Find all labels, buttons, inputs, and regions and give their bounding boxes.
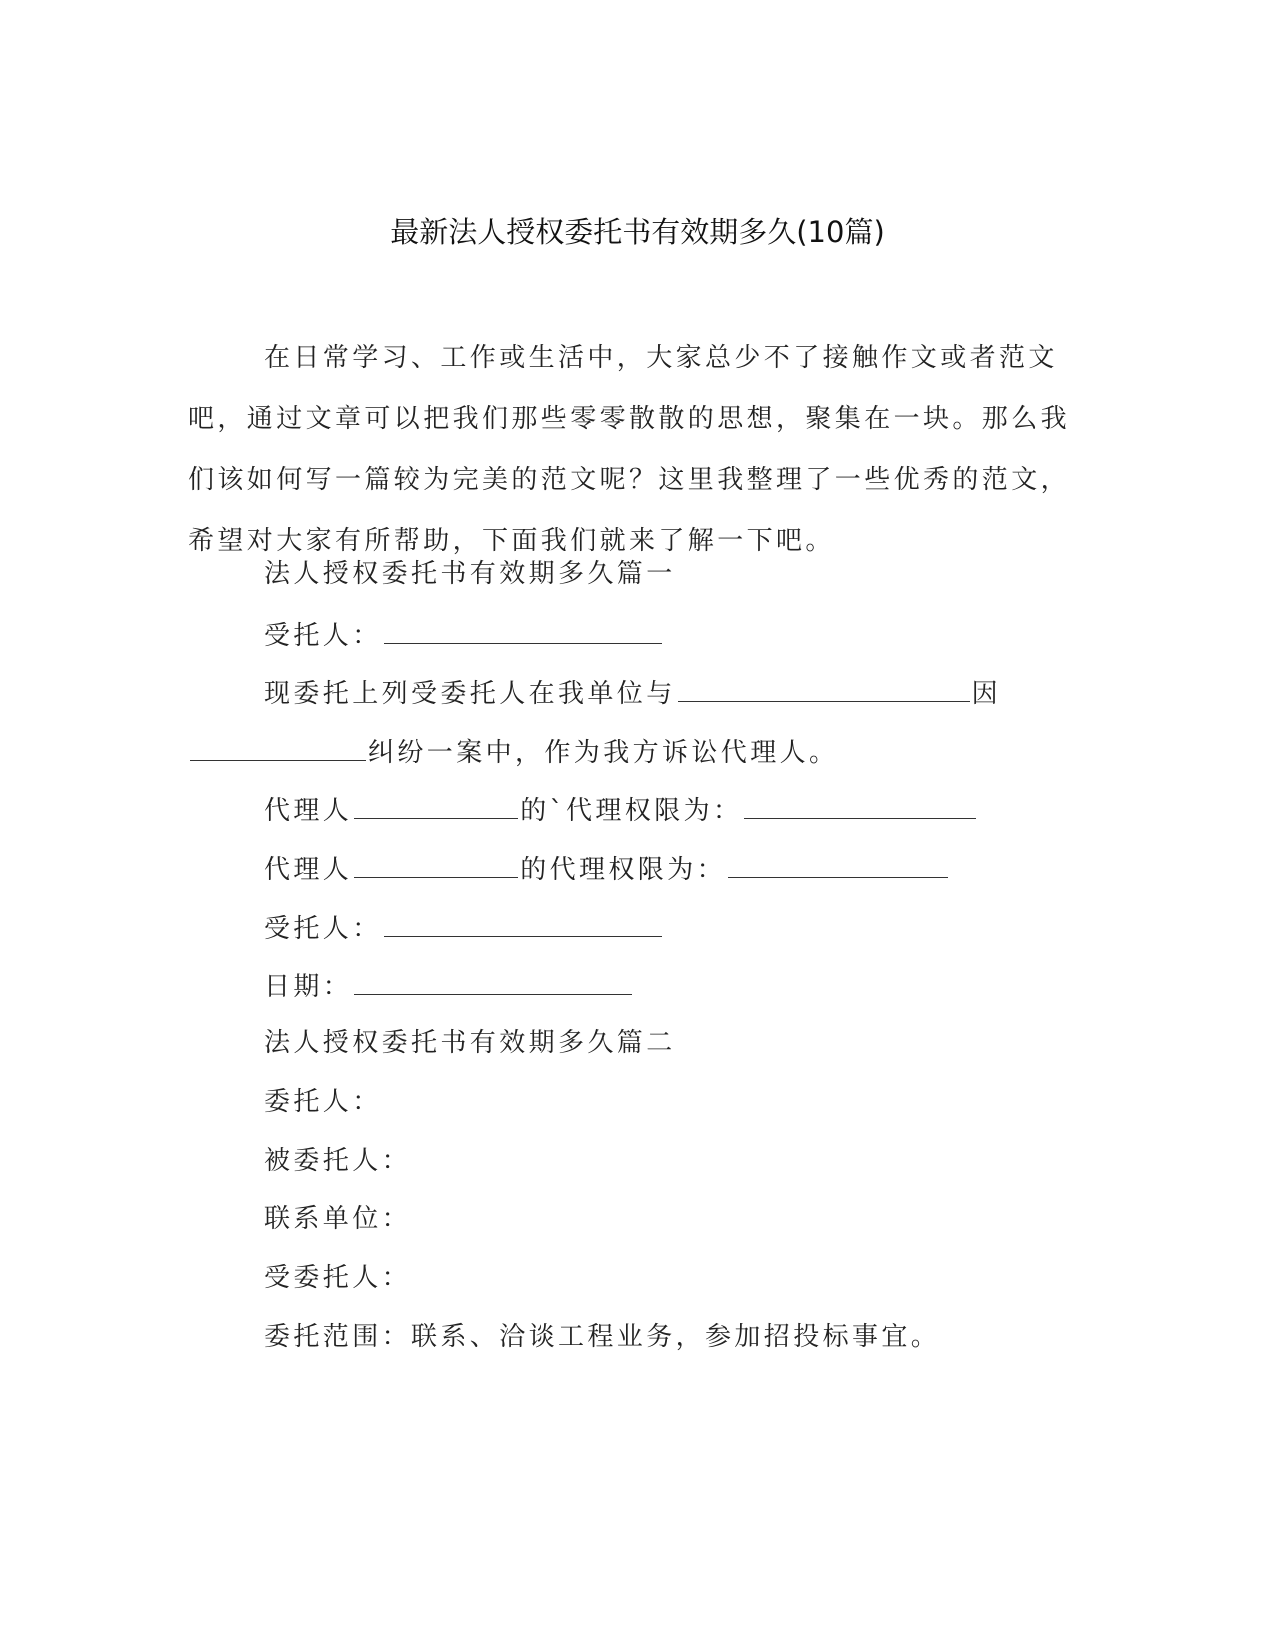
entrust-line-1 xyxy=(264,671,1001,711)
entrustee-line xyxy=(264,613,664,653)
intro-paragraph xyxy=(188,328,1088,572)
entrustee-line-2 xyxy=(264,906,664,946)
agent-label-2: 代理人 xyxy=(264,855,353,885)
agent-authority-label-1: 的`代理权限为： xyxy=(520,796,743,826)
principal-line: 委托人： xyxy=(264,1087,382,1117)
opposing-party-blank[interactable] xyxy=(678,671,970,702)
agent-authority-blank-1[interactable] xyxy=(744,788,976,819)
agent-entrustee-line: 受委托人： xyxy=(264,1263,412,1293)
agent-line-1 xyxy=(264,788,978,828)
entrustee-label: 受托人： xyxy=(264,621,382,651)
agent-line-2 xyxy=(264,847,950,887)
date-line xyxy=(264,964,634,1004)
agent-name-blank-1[interactable] xyxy=(354,788,518,819)
scope-line: 委托范围：联系、洽谈工程业务，参加招投标事宜。 xyxy=(264,1322,941,1352)
entrustee-label-2: 受托人： xyxy=(264,914,382,944)
entrust-text-a: 现委托上列受委托人在我单位与 xyxy=(264,679,676,709)
entrust-text-b: 因 xyxy=(971,679,1002,709)
delegate-line: 被委托人： xyxy=(264,1146,412,1176)
agent-label-1: 代理人 xyxy=(264,796,353,826)
document-title: 最新法人授权委托书有效期多久(10篇) xyxy=(390,215,885,249)
agent-authority-blank-2[interactable] xyxy=(728,847,948,878)
entrust-line-2 xyxy=(188,730,838,770)
agent-authority-label-2: 的代理权限为： xyxy=(520,855,727,885)
agent-name-blank-2[interactable] xyxy=(354,847,518,878)
date-label: 日期： xyxy=(264,972,353,1002)
entrust-text-c: 纠纷一案中，作为我方诉讼代理人。 xyxy=(368,738,839,768)
section2-heading: 法人授权委托书有效期多久篇二 xyxy=(264,1028,676,1058)
section1-heading: 法人授权委托书有效期多久篇一 xyxy=(264,559,676,589)
dispute-blank[interactable] xyxy=(190,730,366,761)
entrustee-blank-2[interactable] xyxy=(384,906,662,937)
intro-text: 在日常学习、工作或生活中，大家总少不了接触作文或者范文吧，通过文章可以把我们那些零零散散的思想，聚集在一块。那么我们该如何写一篇较为完美的范文呢？这里我整理了一些优秀的范文，希望对大家有所帮助，下面我们就来了解一下吧。 xyxy=(188,343,1071,556)
entrustee-blank[interactable] xyxy=(384,613,662,644)
date-blank[interactable] xyxy=(354,964,632,995)
contact-unit-line: 联系单位： xyxy=(264,1204,412,1234)
